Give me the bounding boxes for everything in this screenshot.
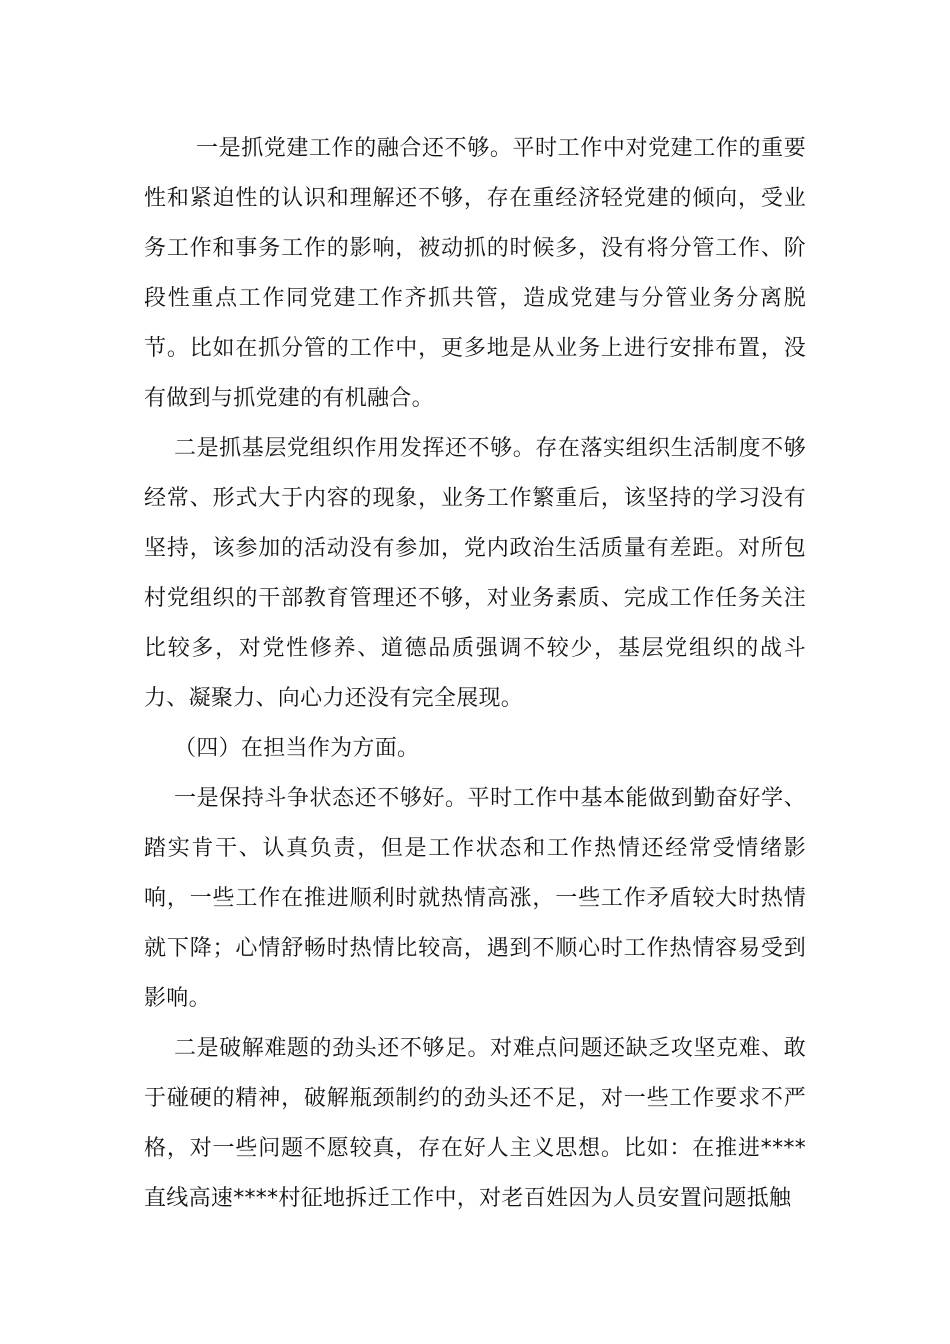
paragraph-grassroots-organization: 二是抓基层党组织作用发挥还不够。存在落实组织生活制度不够经常、形式大于内容的现象，业务工作繁重后，该坚持的学习没有坚持，该参加的活动没有参加，党内政治生活质量有差距。对所包村党组织的干部教育管理还不够，对业务素质、完成工作任务关注比较多，对党性修养、道德品质强调不较少，基层党组织的战斗力、凝聚力、向心力还没有完全展现。	[144, 436, 806, 711]
document-body	[144, 124, 806, 1224]
section-heading-responsibility: （四）在担当作为方面。	[174, 736, 420, 761]
paragraph-struggle-state: 一是保持斗争状态还不够好。平时工作中基本能做到勤奋好学、踏实肯干、认真负责，但是工作状态和工作热情还经常受情绪影响，一些工作在推进顺利时就热情高涨，一些工作矛盾较大时热情就下降；心情舒畅时热情比较高，遇到不顺心时工作热情容易受到影响。	[144, 786, 806, 1011]
paragraph-party-building-integration: 一是抓党建工作的融合还不够。平时工作中对党建工作的重要性和紧迫性的认识和理解还不够，存在重经济轻党建的倾向，受业务工作和事务工作的影响，被动抓的时候多，没有将分管工作、阶段性重点工作同党建工作齐抓共管，造成党建与分管业务分离脱节。比如在抓分管的工作中，更多地是从业务上进行安排布置，没有做到与抓党建的有机融合。	[144, 136, 806, 411]
paragraph-solving-problems: 二是破解难题的劲头还不够足。对难点问题还缺乏攻坚克难、敢于碰硬的精神，破解瓶颈制约的劲头还不足，对一些工作要求不严格，对一些问题不愿较真，存在好人主义思想。比如：在推进****直线高速****村征地拆迁工作中，对老百姓因为人员安置问题抵触	[144, 1036, 806, 1211]
